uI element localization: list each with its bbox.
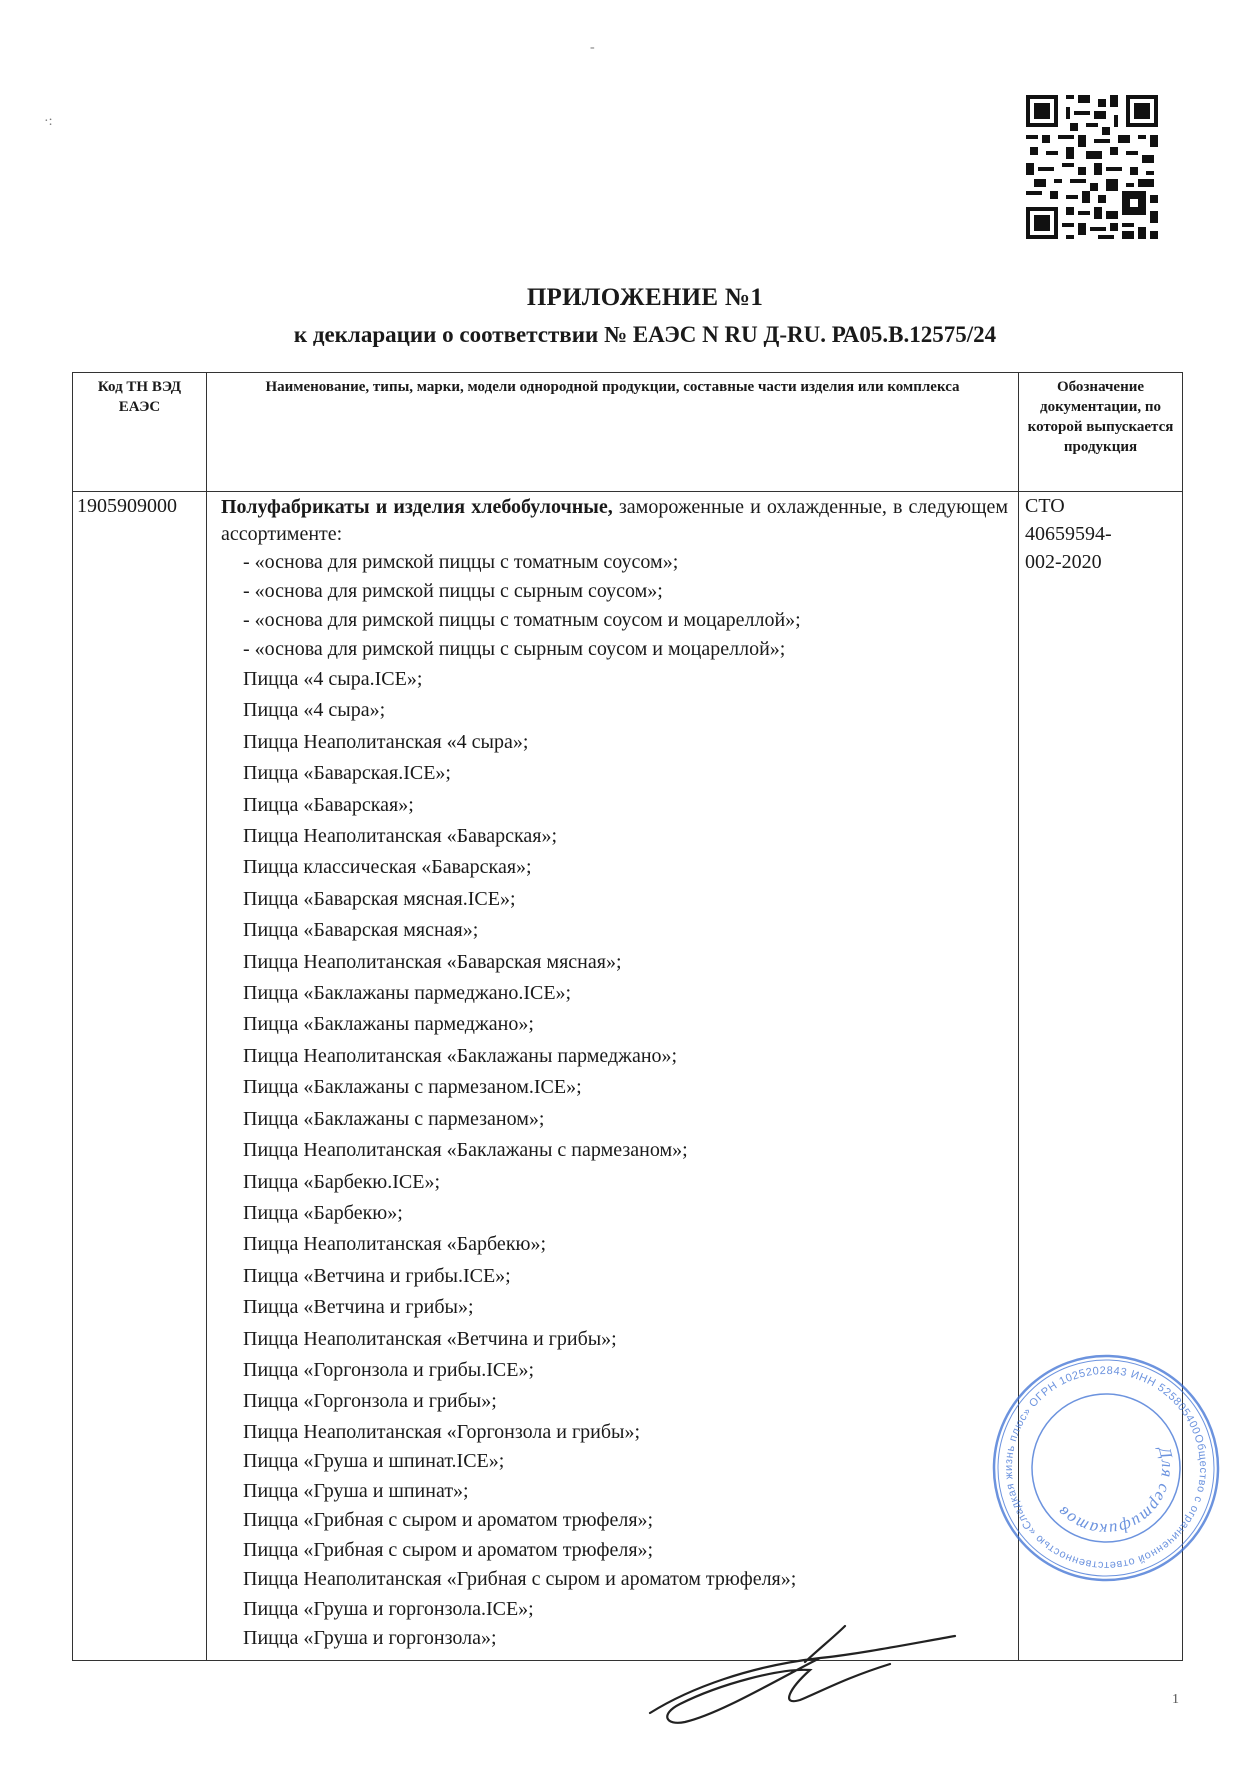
pizza-bases-list: [221, 548, 1008, 664]
signature: [630, 1618, 970, 1738]
list-item: Пицца Неаполитанская «Горгонзола и грибы»;: [243, 1420, 641, 1443]
list-item: Пицца «Грибная с сыром и ароматом трюфеля»;: [243, 1538, 654, 1561]
product-group-name: Полуфабрикаты и изделия хлебобулочные,: [221, 496, 613, 518]
table-header-row: [73, 373, 1183, 492]
seal-outer-text: Общество с ограниченной ответственностью «Сладкая жизнь плюс» ОГРН 1025202843 ИНН 5258054000: [1002, 1364, 1210, 1572]
list-item: Пицца «Горгонзола и грибы.ICE»;: [243, 1358, 535, 1381]
list-item: Пицца Неаполитанская «Баклажаны с пармезаном»;: [243, 1139, 688, 1162]
product-list-cell: [207, 492, 1019, 1661]
column-header-documentation: Обозначение документации, по которой выпускается продукция: [1019, 373, 1183, 492]
list-item: Пицца «Баклажаны с пармезаном»;: [243, 1107, 545, 1130]
list-item: Пицца Неаполитанская «Баварская»;: [243, 825, 558, 848]
list-item: Пицца Неаполитанская «Баклажаны пармеджано»;: [243, 1044, 678, 1067]
page-mark: 1: [1172, 1692, 1179, 1707]
list-item: Пицца «Баварская мясная.ICE»;: [243, 887, 516, 910]
list-item: Пицца «Груша и шпинат»;: [243, 1479, 469, 1502]
list-item: Пицца Неаполитанская «Барбекю»;: [243, 1233, 547, 1256]
seal-inner-text: Для сертификатов: [1053, 1445, 1178, 1540]
scan-speck: ·:: [44, 114, 53, 129]
column-header-product-name: Наименование, типы, марки, модели однородной продукции, составные части изделия или комплекса: [207, 373, 1019, 492]
list-item: Пицца «Грибная с сыром и ароматом трюфеля»;: [243, 1509, 654, 1532]
list-item: - «основа для римской пиццы с томатным соусом и моцареллой»;: [243, 609, 801, 631]
list-item: Пицца «Горгонзола и грибы»;: [243, 1390, 497, 1413]
hs-code-cell: 1905909000: [73, 492, 207, 1661]
list-item: Пицца Неаполитанская «Грибная с сыром и ароматом трюфеля»;: [243, 1568, 797, 1591]
appendix-title: ПРИЛОЖЕНИЕ №1: [526, 284, 764, 311]
list-item: - «основа для римской пиццы с сырным соусом и моцареллой»;: [243, 638, 786, 660]
svg-text:Общество с ограниченной ответс: [990, 1352, 1222, 1584]
list-item: Пицца «Баклажаны пармеджано.ICE»;: [243, 982, 572, 1005]
list-item: Пицца «Баклажаны с пармезаном.ICE»;: [243, 1076, 582, 1099]
list-item: Пицца «Груша и горгонзола.ICE»;: [243, 1597, 534, 1620]
list-item: Пицца «Барбекю»;: [243, 1201, 403, 1224]
column-header-hs-code: Код ТН ВЭД ЕАЭС: [73, 373, 207, 492]
product-group-description: [221, 494, 1008, 548]
list-item: - «основа для римской пиццы с сырным соусом»;: [243, 580, 663, 602]
list-item: Пицца «4 сыра.ICE»;: [243, 668, 423, 690]
list-item: Пицца «Груша и горгонзола»;: [243, 1627, 497, 1650]
product-group-condition: замороженные и охлажденные, в следующем ассортименте:: [221, 496, 1009, 545]
list-item: Пицца «Баварская»;: [243, 793, 414, 816]
list-item: Пицца «Баварская мясная»;: [243, 919, 479, 942]
company-seal: [990, 1352, 1222, 1584]
list-item: Пицца Неаполитанская «Баварская мясная»;: [243, 950, 622, 973]
list-item: - «основа для римской пиццы с томатным соусом»;: [243, 551, 679, 573]
list-item: Пицца классическая «Баварская»;: [243, 856, 532, 879]
list-item: Пицца «Ветчина и грибы»;: [243, 1296, 474, 1319]
list-item: Пицца Неаполитанская «4 сыра»;: [243, 730, 529, 753]
scan-speck: -: [590, 40, 595, 55]
list-item: Пицца «Барбекю.ICE»;: [243, 1170, 441, 1193]
list-item: Пицца «Баклажаны пармеджано»;: [243, 1013, 534, 1036]
list-item: Пицца Неаполитанская «Ветчина и грибы»;: [243, 1327, 617, 1350]
qr-code: [1026, 95, 1158, 239]
list-item: Пицца «Баварская.ICE»;: [243, 762, 451, 785]
list-item: Пицца «Ветчина и грибы.ICE»;: [243, 1264, 511, 1287]
documentation-line: 002-2020: [1025, 551, 1102, 573]
list-item: Пицца «Груша и шпинат.ICE»;: [243, 1450, 505, 1473]
pizza-list: [221, 664, 1008, 1654]
declaration-reference: к декларации о соответствии № ЕАЭС N RU Д-RU. РА05.В.12575/24: [293, 322, 997, 347]
documentation-line: 40659594-: [1025, 523, 1112, 545]
documentation-line: СТО: [1025, 495, 1065, 517]
list-item: Пицца «4 сыра»;: [243, 699, 386, 722]
